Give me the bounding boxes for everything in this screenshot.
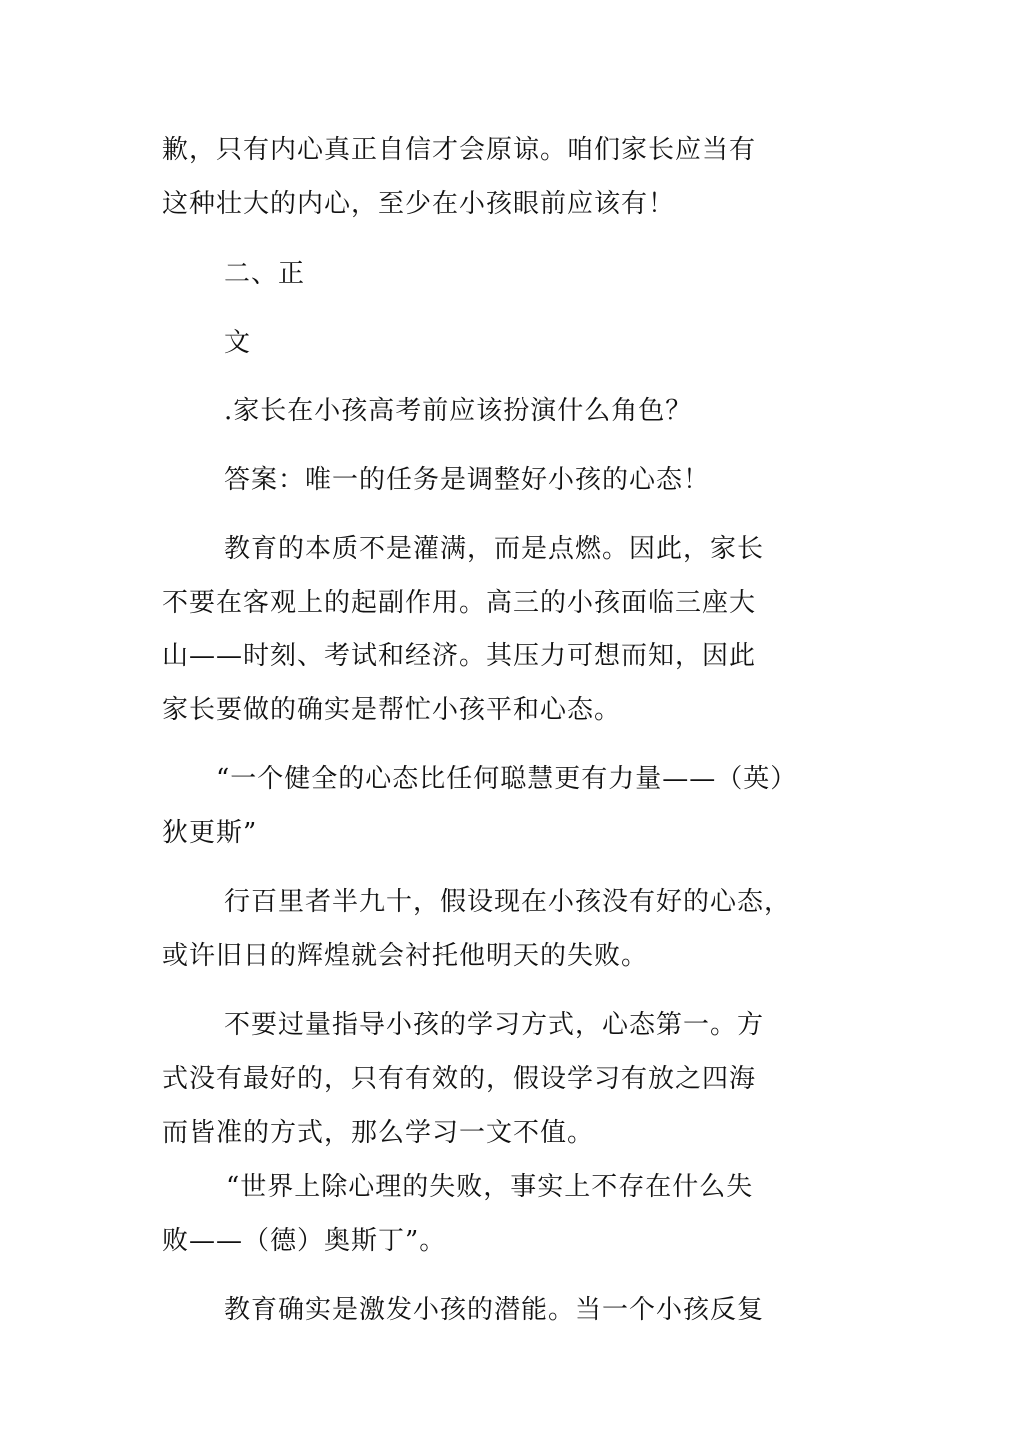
body-text-line: 山——时刻、考试和经济。其压力可想而知，因此 [162,641,757,671]
body-text-line: 教育确实是激发小孩的潜能。当一个小孩反复 [224,1295,765,1325]
quote-text: “一个健全的心态比任何聪慧更有力量——（英） [216,764,798,794]
body-text-line: 歉，只有内心真正自信才会原谅。咱们家长应当有 [162,135,757,165]
body-text-line: 家长要做的确实是帮忙小孩平和心态。 [162,695,622,725]
quote-text: “世界上除心理的失败，事实上不存在什么失 [226,1172,754,1202]
question-text: .家长在小孩高考前应该扮演什么角色？ [224,396,693,426]
body-text-line: 教育的本质不是灌满，而是点燃。因此，家长 [224,534,765,564]
quote-text: 狄更斯” [162,818,258,848]
body-text-line: 式没有最好的，只有有效的，假设学习有放之四海 [162,1064,757,1094]
section-heading: 文 [224,328,252,358]
section-heading: 二、正 [224,259,306,289]
body-text-line: 不要过量指导小孩的学习方式，心态第一。方 [224,1010,765,1040]
quote-text: 败——（德）奥斯丁”。 [162,1226,447,1256]
body-text-line: 这种壮大的内心，至少在小孩眼前应该有！ [162,189,676,219]
body-text-line: 行百里者半九十，假设现在小孩没有好的心态， [224,887,792,917]
body-text-line: 而皆准的方式，那么学习一文不值。 [162,1118,595,1148]
body-text-line: 不要在客观上的起副作用。高三的小孩面临三座大 [162,588,757,618]
body-text-line: 或许旧日的辉煌就会衬托他明天的失败。 [162,941,649,971]
answer-text: 答案：唯一的任务是调整好小孩的心态！ [224,465,711,495]
